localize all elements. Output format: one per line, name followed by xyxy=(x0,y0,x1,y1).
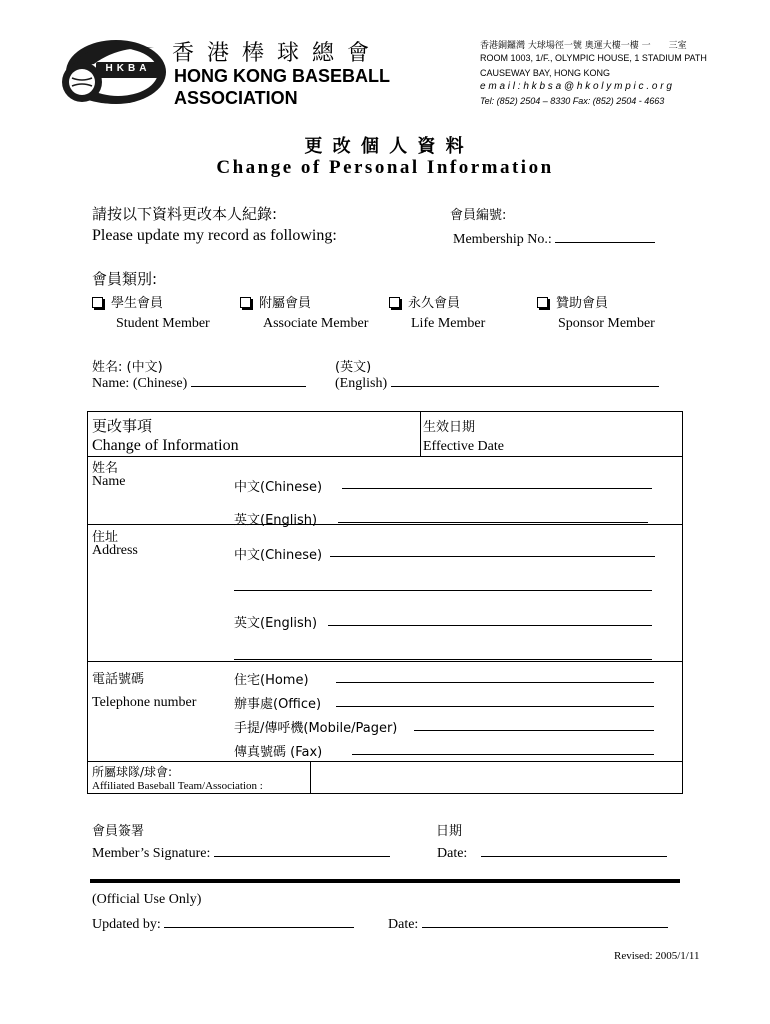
name-english-change-label: 英文(English) xyxy=(234,513,318,528)
member-type-associate-cn: 附屬會員 xyxy=(259,296,312,311)
signature-label: Member’s Signature: xyxy=(92,846,211,861)
member-type-associate-en: Associate Member xyxy=(263,316,369,331)
tel-row-cn: 電話號碼 xyxy=(92,672,145,687)
address-english-change-row xyxy=(234,612,317,631)
date-label: Date: xyxy=(437,846,468,861)
address-row-cn: 住址 xyxy=(92,530,119,545)
team-label-cn: 所屬球隊/球會: xyxy=(92,765,173,779)
member-type-associate[interactable] xyxy=(240,292,311,311)
address-row-en: Address xyxy=(92,543,138,558)
name-chinese-field[interactable] xyxy=(191,373,306,387)
official-date-field[interactable] xyxy=(422,914,668,928)
tel-fax-field[interactable] xyxy=(352,754,654,755)
member-type-life[interactable] xyxy=(389,292,460,311)
team-field[interactable] xyxy=(312,763,681,792)
effective-header-cn: 生效日期 xyxy=(423,420,476,435)
date-row xyxy=(437,843,667,862)
membership-no-chinese: 會員編號: xyxy=(450,208,507,223)
org-name-english-line2: ASSOCIATION xyxy=(174,88,298,108)
form-title-chinese: 更 改 個 人 資 料 xyxy=(304,136,466,157)
membership-no-label: Membership No.: xyxy=(453,232,552,247)
intro-chinese: 請按以下資料更改本人紀錄: xyxy=(92,205,278,223)
name-chinese-label-cn: 姓名: (中文) xyxy=(92,360,163,375)
address-english-line1: ROOM 1003, 1/F., OLYMPIC HOUSE, 1 STADIUM PATH xyxy=(480,53,707,63)
address-chinese-field-line2[interactable] xyxy=(234,590,652,591)
change-header-cn: 更改事項 xyxy=(92,417,153,435)
official-divider xyxy=(90,879,680,883)
address-chinese-field-line1[interactable] xyxy=(330,556,655,557)
address-english-field-line2[interactable] xyxy=(234,659,652,660)
name-chinese-change-row xyxy=(234,476,322,495)
address-english-change-label: 英文(English) xyxy=(234,616,318,631)
signature-cn: 會員簽署 xyxy=(92,824,145,839)
row-divider xyxy=(87,524,683,525)
signature-field[interactable] xyxy=(214,843,390,857)
name-chinese-row xyxy=(92,373,306,392)
checkbox-icon[interactable] xyxy=(240,297,251,308)
member-type-life-en: Life Member xyxy=(411,316,486,331)
change-header-en: Change of Information xyxy=(92,437,239,454)
tel-fax: Tel: (852) 2504 – 8330 Fax: (852) 2504 - 4663 xyxy=(480,96,665,106)
address-english-field-line1[interactable] xyxy=(328,625,652,626)
address-chinese-change-label: 中文(Chinese) xyxy=(234,548,323,563)
name-english-label: (English) xyxy=(335,376,388,391)
header-divider xyxy=(420,411,421,457)
name-chinese-label: Name: (Chinese) xyxy=(92,376,188,391)
member-type-label: 會員類別: xyxy=(92,270,158,288)
membership-no-row xyxy=(453,229,655,248)
revised-date: Revised: 2005/1/11 xyxy=(614,950,700,962)
official-date-label: Date: xyxy=(388,917,419,932)
name-row-cn: 姓名 xyxy=(92,461,119,476)
tel-row-en: Telephone number xyxy=(92,695,197,710)
tel-office-label: 辦事處(Office) xyxy=(234,697,322,712)
official-use-title: (Official Use Only) xyxy=(92,892,202,907)
member-type-student-cn: 學生會員 xyxy=(111,296,164,311)
official-date-row xyxy=(388,914,668,933)
name-row-en: Name xyxy=(92,474,126,489)
date-field[interactable] xyxy=(481,843,667,857)
member-type-student[interactable] xyxy=(92,292,163,311)
membership-no-field[interactable] xyxy=(555,229,655,243)
name-english-row xyxy=(335,373,659,392)
tel-home-label: 住宅(Home) xyxy=(234,673,309,688)
checkbox-icon[interactable] xyxy=(537,297,548,308)
name-english-change-field[interactable] xyxy=(338,522,648,523)
address-english-line2: CAUSEWAY BAY, HONG KONG xyxy=(480,68,611,78)
member-type-life-cn: 永久會員 xyxy=(408,296,461,311)
name-chinese-change-field[interactable] xyxy=(342,488,652,489)
member-type-sponsor[interactable] xyxy=(537,292,608,311)
email: e m a i l : h k b s a @ h k o l y m p i c . o r g xyxy=(480,81,672,92)
row-divider xyxy=(87,761,683,762)
updated-by-field[interactable] xyxy=(164,914,354,928)
tel-home-field[interactable] xyxy=(336,682,654,683)
intro-english: Please update my record as following: xyxy=(92,227,337,244)
updated-by-label: Updated by: xyxy=(92,917,161,932)
address-chinese: 香港銅鑼灣 大球場徑一號 奧運大樓一樓 一 三室 xyxy=(480,41,687,51)
tel-mobile-field[interactable] xyxy=(414,730,654,731)
form-title-english: Change of Personal Information xyxy=(216,157,554,178)
row-divider xyxy=(87,456,683,457)
member-type-sponsor-cn: 贊助會員 xyxy=(556,296,609,311)
member-type-sponsor-en: Sponsor Member xyxy=(558,316,655,331)
name-english-label-cn: (英文) xyxy=(335,360,372,375)
name-english-change-row xyxy=(234,509,317,528)
change-info-table xyxy=(87,411,683,794)
signature-row xyxy=(92,843,390,862)
tel-mobile-label: 手提/傳呼機(Mobile/Pager) xyxy=(234,721,398,736)
effective-header-en: Effective Date xyxy=(423,439,504,454)
hkba-logo xyxy=(58,34,168,114)
row-divider xyxy=(87,661,683,662)
team-label-en: Affiliated Baseball Team/Association : xyxy=(92,780,263,792)
checkbox-icon[interactable] xyxy=(389,297,400,308)
name-english-field[interactable] xyxy=(391,373,659,387)
tel-office-field[interactable] xyxy=(336,706,654,707)
logo-text: HKBA xyxy=(105,63,151,74)
member-type-student-en: Student Member xyxy=(116,316,210,331)
name-chinese-change-label: 中文(Chinese) xyxy=(234,480,323,495)
date-cn: 日期 xyxy=(436,824,463,839)
checkbox-icon[interactable] xyxy=(92,297,103,308)
tel-fax-label: 傳真號碼 (Fax) xyxy=(234,745,323,760)
org-name-chinese: 香 港 棒 球 總 會 xyxy=(172,41,372,66)
team-divider xyxy=(310,761,311,794)
address-chinese-change-row xyxy=(234,544,322,563)
updated-by-row xyxy=(92,914,354,933)
org-name-english-line1: HONG KONG BASEBALL xyxy=(174,66,390,86)
